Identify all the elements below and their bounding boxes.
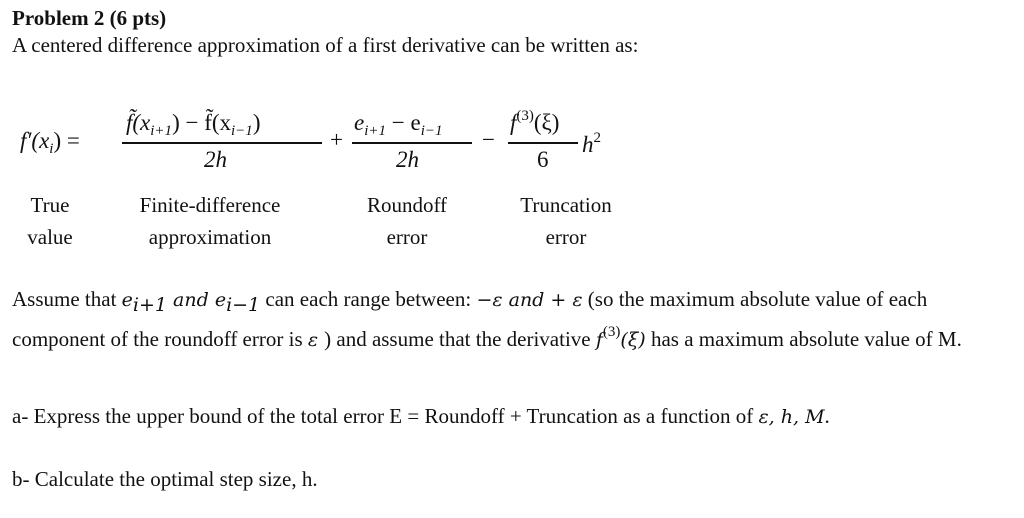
truncation-denominator: 6: [537, 147, 549, 172]
roundoff-fraction-bar: [352, 142, 472, 144]
truncation-fraction-bar: [508, 142, 578, 144]
label-roundoff-error: Roundoff error: [366, 193, 448, 249]
roundoff-denominator: 2h: [396, 147, 419, 172]
problem-title: Problem 2 (6 pts): [12, 6, 167, 30]
assumption-paragraph: Assume that ei+1 and ei−1 can each range between: −ε and + ε (so the maximum absolute value of each component of the roundoff error is ε ) and assume that the derivative $f^{(3)}(\xi)$ has a maximum absolute value of M.: [12, 287, 962, 351]
truncation-numerator: $f^{(3)}(\xi)$: [510, 108, 560, 135]
fd-fraction-bar: [122, 142, 322, 144]
truncation-h-squared: $h^2$: [582, 130, 601, 157]
problem-intro: A centered difference approximation of a first derivative can be written as:: [12, 33, 639, 57]
centered-difference-equation: [0, 100, 760, 190]
part-a: a- Express the upper bound of the total error E = Roundoff + Truncation as a function of ε, h, M.: [12, 404, 830, 428]
minus-sign: −: [482, 127, 495, 152]
label-finite-difference: Finite-difference approximation: [139, 193, 281, 249]
fd-numerator: $f̃(x_{i+1})$ − $f̃(x_{i-1})$: [126, 110, 261, 139]
fd-denominator: 2h: [204, 147, 227, 172]
equation-lhs: $f'(x_i)$ =: [20, 128, 80, 157]
plus-sign: +: [330, 127, 343, 152]
label-truncation-error: Truncation error: [520, 193, 612, 249]
label-true-value: True value: [27, 193, 73, 249]
part-b: b- Calculate the optimal step size, h.: [12, 467, 318, 491]
roundoff-numerator: $e_{i+1} - e_{i-1}$: [354, 110, 443, 139]
